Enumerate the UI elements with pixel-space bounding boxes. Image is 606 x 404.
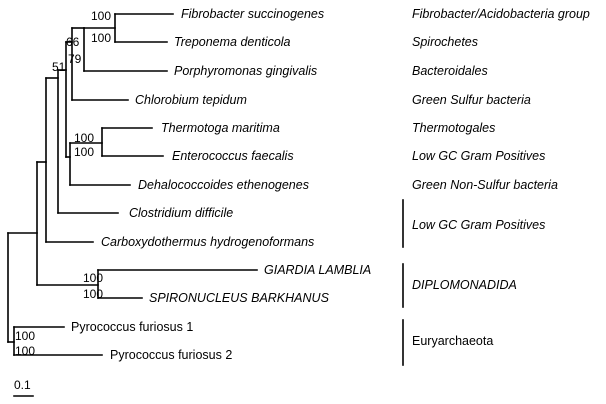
taxon-chlorobium: Chlorobium tepidum [135, 93, 247, 107]
taxon-dehalococcoides: Dehalococcoides ethenogenes [138, 178, 309, 192]
bootstrap-spiro-porph-lower: 79 [68, 52, 82, 66]
scale-bar-label: 0.1 [14, 378, 31, 392]
taxon-porphyromonas: Porphyromonas gingivalis [174, 64, 318, 78]
bootstrap-main-clade: 51 [52, 60, 66, 74]
bootstrap-fib-trep-lower: 100 [91, 31, 112, 45]
group-diplomonadida: DIPLOMONADIDA [412, 278, 517, 292]
taxon-carboxydothermus: Carboxydothermus hydrogenoformans [101, 235, 315, 249]
taxon-treponema: Treponema denticola [174, 35, 291, 49]
bootstrap-thermo-entero-lower: 100 [74, 145, 95, 159]
bootstrap-pyro-lower: 100 [15, 344, 36, 358]
group-green-non-sulfur: Green Non-Sulfur bacteria [412, 178, 558, 192]
taxon-pyrococcus-1: Pyrococcus furiosus 1 [71, 320, 194, 334]
bootstrap-thermo-entero: 100 [74, 131, 95, 145]
group-low-gc-1: Low GC Gram Positives [412, 149, 546, 163]
group-spirochetes: Spirochetes [412, 35, 479, 49]
bootstrap-spiro-porph: 66 [66, 35, 80, 49]
group-bacteroidales: Bacteroidales [412, 64, 488, 78]
group-green-sulfur: Green Sulfur bacteria [412, 93, 531, 107]
bootstrap-pyro: 100 [15, 329, 36, 343]
taxon-spironucleus: SPIRONUCLEUS BARKHANUS [149, 291, 329, 305]
group-euryarchaeota: Euryarchaeota [412, 334, 494, 348]
taxon-clostridium: Clostridium difficile [129, 206, 234, 220]
taxon-fibrobacter: Fibrobacter succinogenes [181, 7, 325, 21]
bootstrap-diplo-lower: 100 [83, 287, 104, 301]
taxon-thermotoga: Thermotoga maritima [161, 121, 280, 135]
taxon-giardia: GIARDIA LAMBLIA [264, 263, 372, 277]
group-low-gc-2: Low GC Gram Positives [412, 218, 546, 232]
bootstrap-diplo: 100 [83, 271, 104, 285]
taxon-pyrococcus-2: Pyrococcus furiosus 2 [110, 348, 233, 362]
taxon-enterococcus: Enterococcus faecalis [172, 149, 294, 163]
bootstrap-fib-trep: 100 [91, 9, 112, 23]
group-thermotogales: Thermotogales [412, 121, 496, 135]
group-fibrobacter-acidobacteria: Fibrobacter/Acidobacteria group [412, 7, 590, 21]
